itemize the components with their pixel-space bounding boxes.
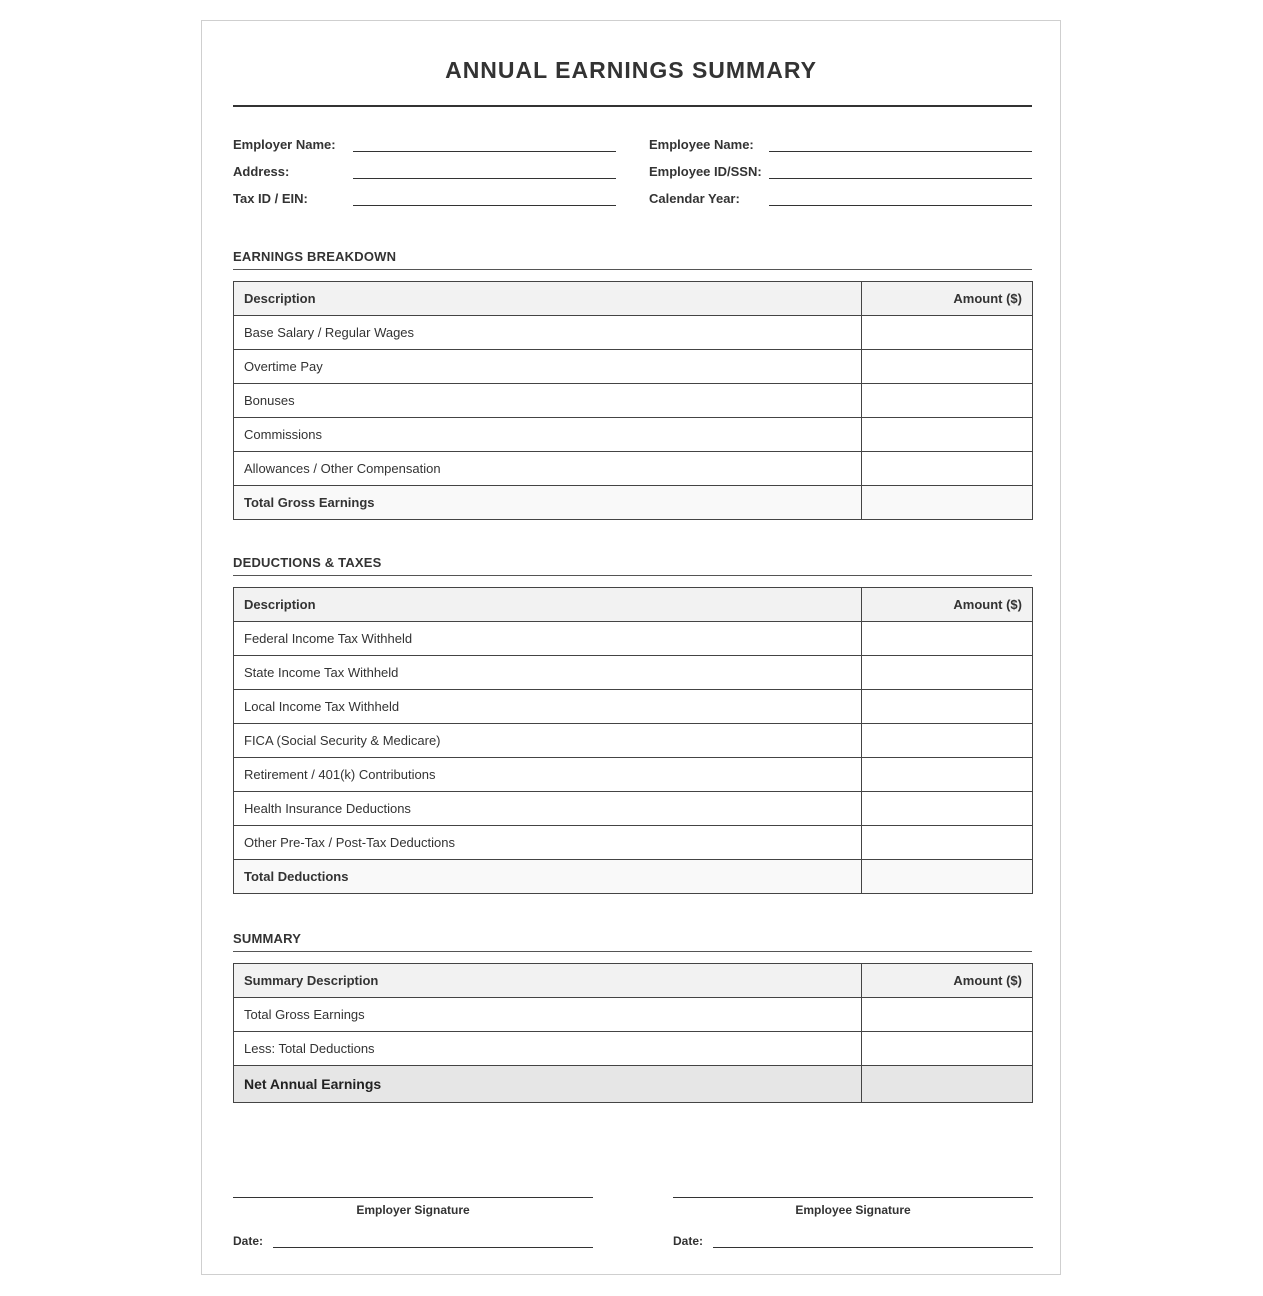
column-header-summary-description: Summary Description <box>234 964 862 998</box>
amount-cell[interactable] <box>862 350 1033 384</box>
document-title: ANNUAL EARNINGS SUMMARY <box>445 57 817 83</box>
amount-cell[interactable] <box>862 998 1033 1032</box>
address-line[interactable] <box>353 178 616 179</box>
deductions-section-divider <box>233 575 1032 576</box>
table-row <box>234 758 1033 792</box>
column-header-description: Description <box>234 282 862 316</box>
row-description: Bonuses <box>234 384 862 418</box>
table-header-row <box>234 588 1033 622</box>
net-annual-earnings-label: Net Annual Earnings <box>234 1066 862 1103</box>
column-header-amount: Amount ($) <box>862 282 1033 316</box>
row-description: Allowances / Other Compensation <box>234 452 862 486</box>
address-label: Address: <box>233 164 290 179</box>
employer-name-line[interactable] <box>353 151 616 152</box>
column-header-description: Description <box>234 588 862 622</box>
employer-date-line[interactable] <box>273 1247 593 1248</box>
table-row <box>234 452 1033 486</box>
table-row <box>234 316 1033 350</box>
summary-section-title: SUMMARY <box>233 931 302 946</box>
row-description: Base Salary / Regular Wages <box>234 316 862 350</box>
employee-date-label: Date: <box>673 1234 704 1248</box>
summary-section-divider <box>233 951 1032 952</box>
table-row <box>234 792 1033 826</box>
amount-cell[interactable] <box>862 1032 1033 1066</box>
address-field[interactable] <box>233 164 616 184</box>
table-header-row <box>234 964 1033 998</box>
employee-date-line[interactable] <box>713 1247 1033 1248</box>
table-header-row <box>234 282 1033 316</box>
earnings-table <box>233 281 1033 520</box>
row-description: Federal Income Tax Withheld <box>234 622 862 656</box>
tax-id-field[interactable] <box>233 191 616 211</box>
row-description: Other Pre-Tax / Post-Tax Deductions <box>234 826 862 860</box>
table-row <box>234 622 1033 656</box>
calendar-year-label: Calendar Year: <box>649 191 740 206</box>
net-earnings-row <box>234 1066 1033 1103</box>
amount-cell[interactable] <box>862 384 1033 418</box>
row-description: Commissions <box>234 418 862 452</box>
document-page <box>201 20 1061 1275</box>
employee-name-line[interactable] <box>769 151 1032 152</box>
total-gross-earnings-amount[interactable] <box>862 486 1033 520</box>
row-description: State Income Tax Withheld <box>234 656 862 690</box>
total-row <box>234 486 1033 520</box>
total-deductions-amount[interactable] <box>862 860 1033 894</box>
amount-cell[interactable] <box>862 724 1033 758</box>
table-row <box>234 998 1033 1032</box>
amount-cell[interactable] <box>862 690 1033 724</box>
amount-cell[interactable] <box>862 316 1033 350</box>
total-deductions-label: Total Deductions <box>234 860 862 894</box>
title-divider <box>233 105 1032 107</box>
deductions-table <box>233 587 1033 894</box>
amount-cell[interactable] <box>862 792 1033 826</box>
employee-id-field[interactable] <box>649 164 1032 184</box>
table-row <box>234 1032 1033 1066</box>
table-row <box>234 350 1033 384</box>
employee-id-line[interactable] <box>769 178 1032 179</box>
amount-cell[interactable] <box>862 622 1033 656</box>
total-gross-earnings-label: Total Gross Earnings <box>234 486 862 520</box>
amount-cell[interactable] <box>862 452 1033 486</box>
tax-id-label: Tax ID / EIN: <box>233 191 308 206</box>
amount-cell[interactable] <box>862 656 1033 690</box>
amount-cell[interactable] <box>862 418 1033 452</box>
employer-signature-label: Employer Signature <box>356 1203 470 1217</box>
earnings-section-divider <box>233 269 1032 270</box>
row-description: Overtime Pay <box>234 350 862 384</box>
column-header-amount: Amount ($) <box>862 964 1033 998</box>
employer-name-label: Employer Name: <box>233 137 336 152</box>
employee-name-label: Employee Name: <box>649 137 754 152</box>
table-row <box>234 724 1033 758</box>
calendar-year-line[interactable] <box>769 205 1032 206</box>
employee-name-field[interactable] <box>649 137 1032 157</box>
summary-table <box>233 963 1033 1103</box>
row-description: Total Gross Earnings <box>234 998 862 1032</box>
table-row <box>234 690 1033 724</box>
net-annual-earnings-amount[interactable] <box>862 1066 1033 1103</box>
table-row <box>234 384 1033 418</box>
column-header-amount: Amount ($) <box>862 588 1033 622</box>
employer-signature-line[interactable] <box>233 1197 593 1198</box>
employee-signature-line[interactable] <box>673 1197 1033 1198</box>
calendar-year-field[interactable] <box>649 191 1032 211</box>
amount-cell[interactable] <box>862 758 1033 792</box>
tax-id-line[interactable] <box>353 205 616 206</box>
employee-signature-label: Employee Signature <box>795 1203 911 1217</box>
employer-date-label: Date: <box>233 1234 264 1248</box>
table-row <box>234 826 1033 860</box>
table-row <box>234 656 1033 690</box>
table-row <box>234 418 1033 452</box>
employee-id-label: Employee ID/SSN: <box>649 164 762 179</box>
row-description: FICA (Social Security & Medicare) <box>234 724 862 758</box>
total-row <box>234 860 1033 894</box>
row-description: Retirement / 401(k) Contributions <box>234 758 862 792</box>
row-description: Health Insurance Deductions <box>234 792 862 826</box>
row-description: Less: Total Deductions <box>234 1032 862 1066</box>
amount-cell[interactable] <box>862 826 1033 860</box>
deductions-section-title: DEDUCTIONS & TAXES <box>233 555 382 570</box>
earnings-section-title: EARNINGS BREAKDOWN <box>233 249 397 264</box>
employer-name-field[interactable] <box>233 137 616 157</box>
row-description: Local Income Tax Withheld <box>234 690 862 724</box>
